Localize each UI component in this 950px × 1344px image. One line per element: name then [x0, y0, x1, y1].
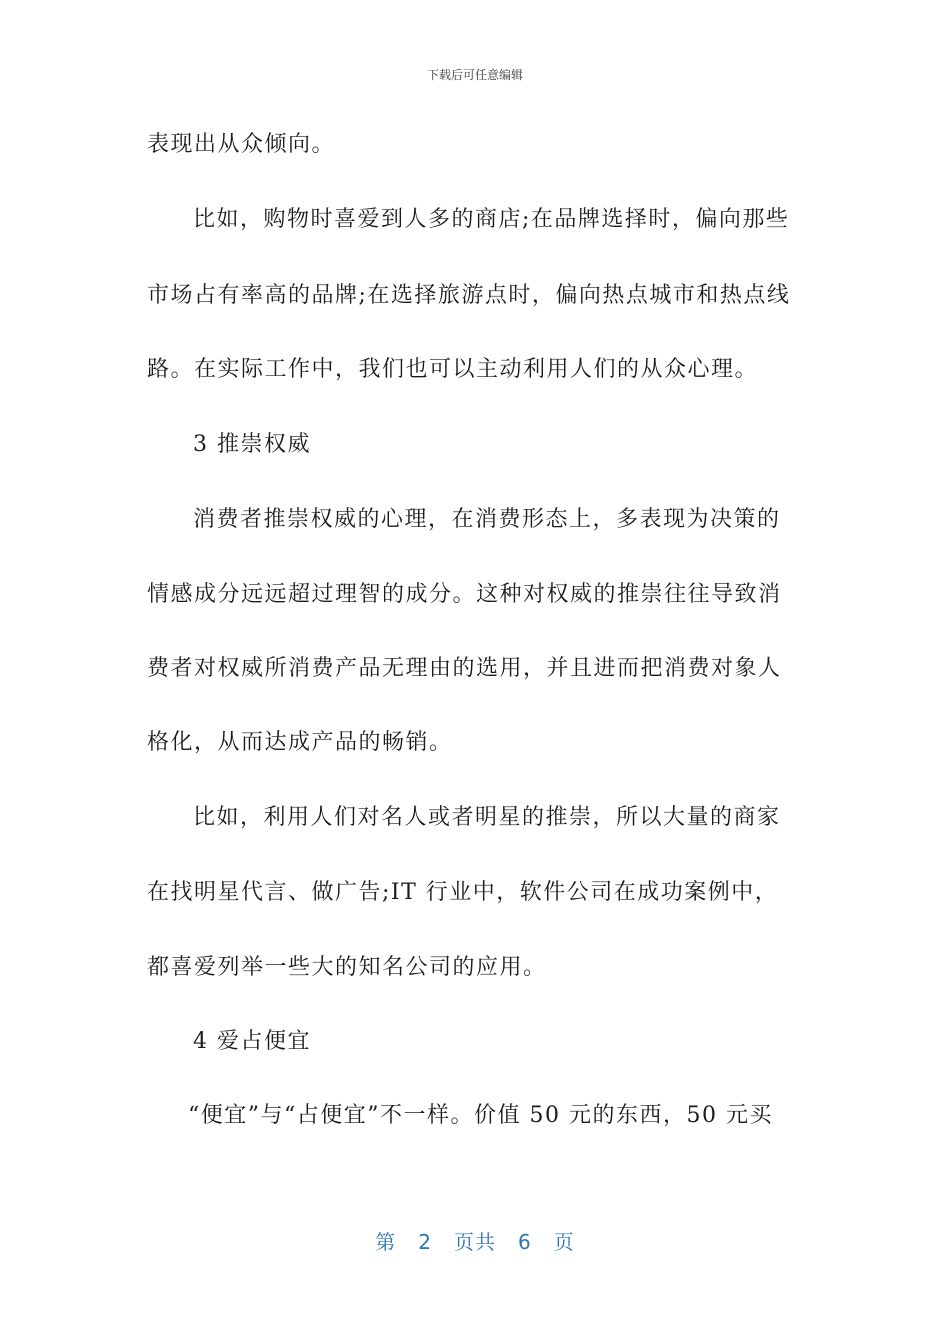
body-line: 格化，从而达成产品的畅销。 [147, 730, 453, 755]
body-line: 比如，利用人们对名人或者明星的推崇，所以大量的商家 [193, 805, 781, 830]
body-line: “便宜”与“占便宜”不一样。价值 50 元的东西，50 元买 [188, 1103, 773, 1128]
footer-middle: 页共 [454, 1230, 496, 1254]
footer-total-pages: 6 [518, 1230, 532, 1254]
body-line: 费者对权威所消费产品无理由的选用，并且进而把消费对象人 [147, 656, 782, 681]
body-line: 比如，购物时喜爱到人多的商店;在品牌选择时，偏向那些 [193, 207, 790, 232]
section-heading: 3 推崇权威 [193, 432, 311, 457]
footer-suffix: 页 [553, 1230, 575, 1254]
body-line: 消费者推崇权威的心理，在消费形态上，多表现为决策的 [193, 507, 781, 532]
body-line: 都喜爱列举一些大的知名公司的应用。 [147, 955, 547, 980]
body-line: 路。在实际工作中，我们也可以主动利用人们的从众心理。 [147, 357, 759, 382]
footer-prefix: 第 [375, 1230, 397, 1254]
body-line: 在找明星代言、做广告;IT 行业中，软件公司在成功案例中， [147, 880, 779, 905]
footer-page-number: 2 [418, 1230, 432, 1254]
page-footer [0, 1226, 950, 1255]
body-line: 情感成分远远超过理智的成分。这种对权威的推崇往往导致消 [147, 582, 782, 607]
body-line: 市场占有率高的品牌;在选择旅游点时，偏向热点城市和热点线 [147, 283, 791, 308]
body-line: 表现出从众倾向。 [147, 132, 336, 157]
header-note: 下载后可任意编辑 [426, 68, 523, 82]
section-heading: 4 爱占便宜 [193, 1029, 311, 1054]
